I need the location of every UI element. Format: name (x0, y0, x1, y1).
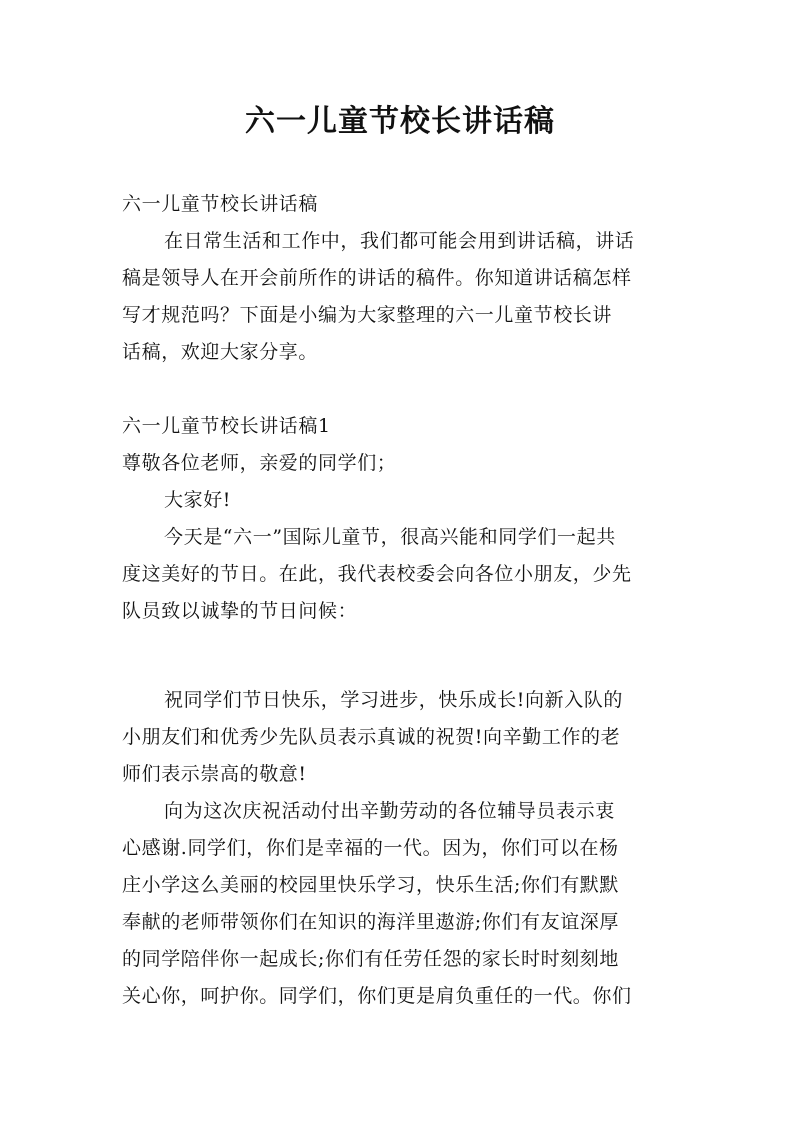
speech-paragraph-line: 小朋友们和优秀少先队员表示真诚的祝贺!向辛勤工作的老 (122, 726, 621, 748)
speech-paragraph-line: 向为这次庆祝活动付出辛勤劳动的各位辅导员表示衷 (164, 800, 615, 822)
section-heading: 六一儿童节校长讲话稿 (122, 193, 319, 215)
speech-heading: 六一儿童节校长讲话稿1 (122, 415, 331, 437)
speech-paragraph-line: 庄小学这么美丽的校园里快乐学习，快乐生活;你们有默默 (122, 874, 620, 896)
speech-paragraph-line: 度这美好的节日。在此，我代表校委会向各位小朋友，少先 (122, 563, 632, 585)
speech-paragraph-line: 的同学陪伴你一起成长;你们有任劳任怨的家长时时刻刻地 (122, 948, 620, 970)
speech-paragraph-line: 今天是“六一”国际儿童节，很高兴能和同学们一起共 (164, 526, 616, 548)
paragraph-spacer (122, 371, 678, 408)
speech-paragraph-line: 关心你，呵护你。同学们，你们更是肩负重任的一代。你们 (122, 985, 632, 1007)
document-title: 六一儿童节校长讲话稿 (245, 104, 555, 139)
greeting-line: 大家好! (164, 489, 232, 511)
intro-paragraph-line: 写才规范吗？下面是小编为大家整理的六一儿童节校长讲 (122, 304, 613, 326)
speech-paragraph-line: 师们表示崇高的敬意! (122, 763, 307, 785)
salutation-line: 尊敬各位老师，亲爱的同学们； (122, 452, 397, 474)
speech-paragraph-line: 队员致以诚挚的节日问候： (122, 600, 358, 622)
intro-paragraph-line: 在日常生活和工作中，我们都可能会用到讲话稿，讲话 (164, 230, 635, 252)
speech-paragraph-line: 奉献的老师带领你们在知识的海洋里遨游;你们有友谊深厚 (122, 911, 620, 933)
speech-paragraph-line: 祝同学们节日快乐，学习进步，快乐成长!向新入队的 (164, 689, 624, 711)
speech-paragraph-line: 心感谢.同学们，你们是幸福的一代。因为，你们可以在杨 (122, 837, 619, 859)
paragraph-spacer (122, 630, 678, 682)
intro-paragraph-line: 稿是领导人在开会前所作的讲话的稿件。你知道讲话稿怎样 (122, 267, 632, 289)
document-body (122, 186, 678, 1015)
intro-paragraph-line: 话稿，欢迎大家分享。 (122, 341, 319, 363)
